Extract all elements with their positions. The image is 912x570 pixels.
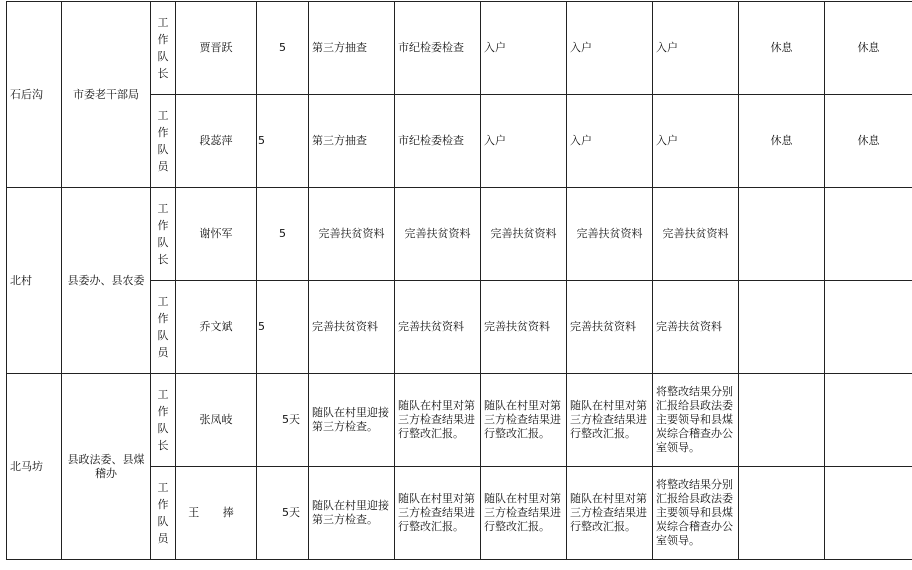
task-cell: 休息 <box>739 2 825 95</box>
task-cell: 随队在村里迎接第三方检查。 <box>309 374 395 467</box>
table-row <box>7 2 912 95</box>
task-cell: 完善扶贫资料 <box>653 188 739 281</box>
task-cell: 第三方抽查 <box>309 95 395 188</box>
days-cell: 5天 <box>257 374 309 467</box>
task-cell: 休息 <box>739 95 825 188</box>
task-cell: 完善扶贫资料 <box>567 188 653 281</box>
days-cell: 5天 <box>257 467 309 560</box>
role-cell: 工作队长 <box>151 2 176 95</box>
task-cell: 完善扶贫资料 <box>309 188 395 281</box>
task-cell: 随队在村里对第三方检查结果进行整改汇报。 <box>395 374 481 467</box>
task-cell <box>825 467 912 560</box>
work-schedule-table <box>6 1 912 560</box>
task-cell <box>739 188 825 281</box>
task-cell: 入户 <box>481 2 567 95</box>
days-cell: 5 <box>257 95 309 188</box>
task-cell: 随队在村里对第三方检查结果进行整改汇报。 <box>481 467 567 560</box>
role-cell: 工作队员 <box>151 95 176 188</box>
name-text: 王 捧 <box>188 506 244 519</box>
name-cell: 段蕊萍 <box>176 95 257 188</box>
role-cell: 工作队员 <box>151 467 176 560</box>
task-cell: 随队在村里迎接第三方检查。 <box>309 467 395 560</box>
task-cell <box>739 374 825 467</box>
task-cell <box>739 281 825 374</box>
task-cell: 完善扶贫资料 <box>653 281 739 374</box>
village-cell: 北马坊 <box>7 374 62 560</box>
unit-cell: 县政法委、县煤稽办 <box>62 374 151 560</box>
task-cell: 休息 <box>825 95 912 188</box>
unit-cell: 县委办、县农委 <box>62 188 151 374</box>
task-cell: 完善扶贫资料 <box>395 188 481 281</box>
unit-cell: 市委老干部局 <box>62 2 151 188</box>
days-cell: 5 <box>257 2 309 95</box>
name-cell <box>176 467 257 560</box>
name-cell: 谢怀军 <box>176 188 257 281</box>
name-cell: 张凤岐 <box>176 374 257 467</box>
table-row <box>7 374 912 467</box>
task-cell <box>825 281 912 374</box>
table-row <box>7 188 912 281</box>
task-cell: 完善扶贫资料 <box>567 281 653 374</box>
name-cell: 贾晋跃 <box>176 2 257 95</box>
task-cell: 入户 <box>567 2 653 95</box>
role-cell: 工作队长 <box>151 188 176 281</box>
task-cell <box>825 188 912 281</box>
task-cell: 完善扶贫资料 <box>309 281 395 374</box>
task-cell: 完善扶贫资料 <box>481 281 567 374</box>
task-cell: 入户 <box>653 2 739 95</box>
task-cell: 入户 <box>567 95 653 188</box>
task-cell: 随队在村里对第三方检查结果进行整改汇报。 <box>567 374 653 467</box>
task-cell: 市纪检委检查 <box>395 2 481 95</box>
role-cell: 工作队员 <box>151 281 176 374</box>
task-cell: 将整改结果分别汇报给县政法委主要领导和县煤炭综合稽查办公室领导。 <box>653 374 739 467</box>
task-cell: 随队在村里对第三方检查结果进行整改汇报。 <box>395 467 481 560</box>
village-cell: 北村 <box>7 188 62 374</box>
task-cell: 完善扶贫资料 <box>481 188 567 281</box>
task-cell: 入户 <box>653 95 739 188</box>
task-cell: 完善扶贫资料 <box>395 281 481 374</box>
task-cell: 入户 <box>481 95 567 188</box>
name-cell: 乔文斌 <box>176 281 257 374</box>
task-cell: 随队在村里对第三方检查结果进行整改汇报。 <box>567 467 653 560</box>
task-cell <box>825 374 912 467</box>
task-cell <box>739 467 825 560</box>
task-cell: 休息 <box>825 2 912 95</box>
task-cell: 随队在村里对第三方检查结果进行整改汇报。 <box>481 374 567 467</box>
village-cell: 石后沟 <box>7 2 62 188</box>
days-cell: 5 <box>257 188 309 281</box>
task-cell: 第三方抽查 <box>309 2 395 95</box>
task-cell: 市纪检委检查 <box>395 95 481 188</box>
task-cell: 将整改结果分别汇报给县政法委主要领导和县煤炭综合稽查办公室领导。 <box>653 467 739 560</box>
days-cell: 5 <box>257 281 309 374</box>
role-cell: 工作队长 <box>151 374 176 467</box>
